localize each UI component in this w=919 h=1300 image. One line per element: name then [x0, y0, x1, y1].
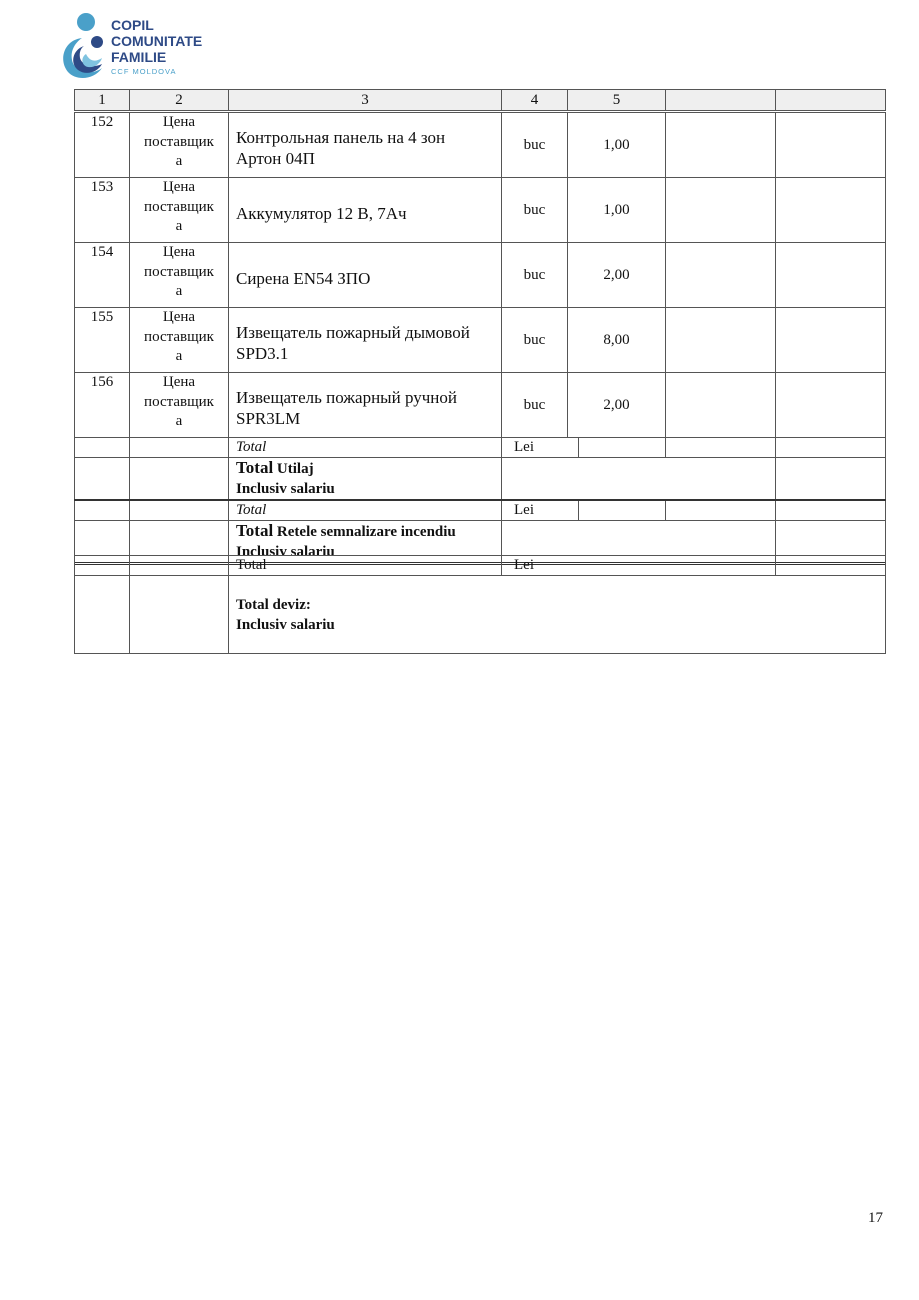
currency: Lei [502, 438, 579, 458]
table-row [75, 178, 886, 243]
table-row [75, 373, 886, 438]
item-description [229, 308, 502, 373]
empty-cell [75, 458, 130, 501]
empty-cell [666, 438, 776, 458]
column-header: 2 [130, 90, 229, 112]
empty-cell [666, 308, 776, 373]
summary-total-row [75, 556, 886, 576]
inclusiv-salariu-label: Inclusiv salariu [236, 544, 335, 560]
header-row [75, 90, 886, 112]
item-description [229, 373, 502, 438]
summary-table [74, 555, 886, 654]
desc-line: SPR3LM [236, 409, 301, 428]
empty-cell [130, 500, 229, 521]
item-description [229, 243, 502, 308]
empty-cell [666, 112, 776, 178]
unit: buc [502, 178, 568, 243]
row-number: 155 [75, 308, 130, 373]
column-header [666, 90, 776, 112]
desc-line: Сирена EN54 ЗПО [236, 268, 371, 288]
item-description [229, 178, 502, 243]
empty-cell [130, 556, 229, 576]
estimate-table [74, 89, 886, 565]
price-line: Цена [162, 374, 196, 390]
column-header [776, 90, 886, 112]
price-line: а [175, 153, 183, 169]
desc-line: Аккумулятор 12 В, 7Ач [236, 203, 407, 223]
summary-total-label: Total [229, 556, 502, 576]
row-number: 152 [75, 112, 130, 178]
table-row [75, 112, 886, 178]
quantity: 1,00 [568, 112, 666, 178]
price-type [130, 243, 229, 308]
price-line: поставщик [144, 328, 214, 345]
total-word: Total [236, 521, 274, 540]
subtotal-row [75, 500, 886, 521]
total-word: Total [236, 458, 274, 477]
empty-cell [130, 438, 229, 458]
price-type [130, 112, 229, 178]
logo-line: COMUNITATE [111, 33, 203, 49]
row-number: 156 [75, 373, 130, 438]
total-utilaj-label [229, 458, 502, 501]
row-number: 154 [75, 243, 130, 308]
logo-line: COPIL [111, 17, 154, 33]
empty-cell [776, 178, 886, 243]
total-category: Retele semnalizare incendiu [276, 524, 456, 540]
unit: buc [502, 373, 568, 438]
ccf-moldova-logo [56, 10, 216, 80]
total-utilaj-row [75, 458, 886, 501]
empty-cell [75, 576, 130, 654]
empty-cell [579, 438, 666, 458]
price-line: Цена [162, 309, 196, 325]
empty-cell [130, 576, 229, 654]
price-line: а [175, 283, 183, 299]
logo-mark-icon [56, 10, 108, 80]
desc-line: Извещатель пожарный ручной [236, 388, 457, 407]
price-line: а [175, 413, 183, 429]
total-deviz-row [75, 576, 886, 654]
price-line: а [175, 218, 183, 234]
price-type [130, 178, 229, 243]
subtotal-row [75, 438, 886, 458]
logo-line: FAMILIE [111, 49, 167, 65]
quantity: 8,00 [568, 308, 666, 373]
desc-line: Артон 04П [236, 149, 315, 168]
price-line: поставщик [144, 133, 214, 150]
unit: buc [502, 112, 568, 178]
desc-line: SPD3.1 [236, 344, 289, 363]
empty-cell [666, 373, 776, 438]
total-deviz-text: Total deviz: [236, 597, 311, 613]
row-number: 153 [75, 178, 130, 243]
inclusiv-salariu-label: Inclusiv salariu [236, 617, 335, 633]
empty-cell [666, 178, 776, 243]
empty-cell [502, 458, 776, 501]
quantity: 2,00 [568, 373, 666, 438]
empty-cell [776, 556, 886, 576]
unit: buc [502, 308, 568, 373]
inclusiv-salariu-label: Inclusiv salariu [236, 481, 335, 497]
logo-text [111, 17, 202, 65]
empty-cell [579, 500, 666, 521]
empty-cell [776, 308, 886, 373]
quantity: 1,00 [568, 178, 666, 243]
table-row [75, 243, 886, 308]
subtotal-label: Total [229, 500, 502, 521]
empty-cell [75, 556, 130, 576]
desc-line: Контрольная панель на 4 зон [236, 128, 446, 147]
column-header: 5 [568, 90, 666, 112]
empty-cell [130, 458, 229, 501]
empty-cell [776, 500, 886, 521]
price-line: Цена [162, 179, 196, 195]
total-category: Utilaj [276, 461, 314, 477]
price-line: поставщик [144, 393, 214, 410]
price-type [130, 373, 229, 438]
price-line: поставщик [144, 198, 214, 215]
empty-cell [776, 112, 886, 178]
column-header: 4 [502, 90, 568, 112]
subtotal-label: Total [229, 438, 502, 458]
empty-cell [776, 373, 886, 438]
price-line: а [175, 348, 183, 364]
column-header: 1 [75, 90, 130, 112]
page-number: 17 [868, 1210, 883, 1226]
item-description [229, 112, 502, 178]
empty-cell [776, 243, 886, 308]
unit: buc [502, 243, 568, 308]
price-line: Цена [162, 114, 196, 130]
price-line: поставщик [144, 263, 214, 280]
currency: Lei [502, 500, 579, 521]
column-header: 3 [229, 90, 502, 112]
quantity: 2,00 [568, 243, 666, 308]
desc-line: Извещатель пожарный дымовой [236, 323, 470, 342]
empty-cell [776, 458, 886, 501]
empty-cell [75, 500, 130, 521]
table-row [75, 308, 886, 373]
price-line: Цена [162, 244, 196, 260]
currency: Lei [502, 556, 776, 576]
empty-cell [666, 500, 776, 521]
empty-cell [776, 438, 886, 458]
logo-subtitle: CCF MOLDOVA [111, 67, 177, 76]
price-type [130, 308, 229, 373]
empty-cell [75, 438, 130, 458]
empty-cell [666, 243, 776, 308]
total-deviz-label [229, 576, 886, 654]
